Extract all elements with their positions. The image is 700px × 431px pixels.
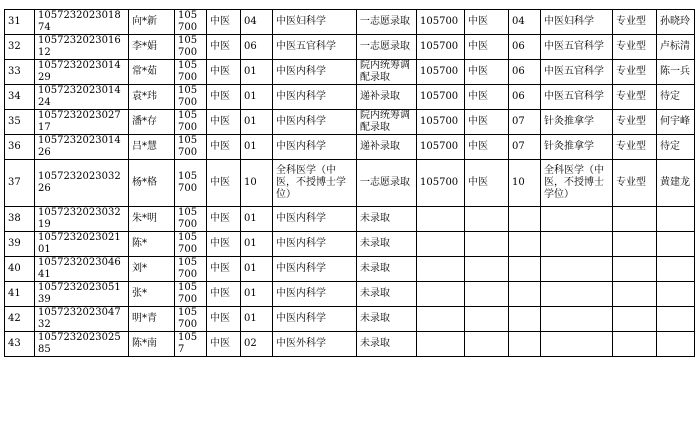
applied-department-cell: 中医 <box>207 85 241 110</box>
admitted-unit-code-cell: 105700 <box>417 110 465 135</box>
admitted-major-cell: 中医五官科学 <box>541 60 613 85</box>
admission-status-cell: 一志愿录取 <box>357 10 417 35</box>
admitted-department-cell <box>465 282 509 307</box>
tutor-cell: 待定 <box>657 85 695 110</box>
table-row <box>5 232 695 257</box>
applied-direction-code-cell: 02 <box>241 332 273 357</box>
applied-department-cell: 中医 <box>207 282 241 307</box>
admission-status-cell: 一志愿录取 <box>357 35 417 60</box>
admitted-unit-code-cell <box>417 307 465 332</box>
admitted-direction-code-cell <box>509 232 541 257</box>
row-number-cell: 35 <box>5 110 35 135</box>
degree-type-cell <box>613 232 657 257</box>
table-row <box>5 207 695 232</box>
applied-major-cell: 中医妇科学 <box>273 10 357 35</box>
candidate-name-cell: 常*茹 <box>129 60 175 85</box>
admitted-major-cell: 全科医学（中医，不授博士学位） <box>541 160 613 207</box>
applied-major-cell: 中医外科学 <box>273 332 357 357</box>
applied-department-cell: 中医 <box>207 160 241 207</box>
row-number-cell: 36 <box>5 135 35 160</box>
candidate-name-cell: 李*娟 <box>129 35 175 60</box>
admitted-department-cell <box>465 307 509 332</box>
table-row <box>5 135 695 160</box>
exam-id-cell: 105723202301426 <box>35 135 129 160</box>
applied-unit-code-cell: 105700 <box>175 60 207 85</box>
tutor-cell <box>657 282 695 307</box>
admitted-department-cell: 中医 <box>465 160 509 207</box>
applied-department-cell: 中医 <box>207 10 241 35</box>
applied-department-cell: 中医 <box>207 135 241 160</box>
applied-department-cell: 中医 <box>207 207 241 232</box>
applied-major-cell: 中医内科学 <box>273 232 357 257</box>
table-body <box>5 10 695 357</box>
exam-id-cell: 105723202303226 <box>35 160 129 207</box>
tutor-cell: 黄建龙 <box>657 160 695 207</box>
applied-direction-code-cell: 01 <box>241 135 273 160</box>
admitted-department-cell <box>465 257 509 282</box>
admitted-major-cell <box>541 307 613 332</box>
exam-id-cell: 105723202301874 <box>35 10 129 35</box>
admission-status-cell: 未录取 <box>357 232 417 257</box>
candidate-name-cell: 张* <box>129 282 175 307</box>
tutor-cell <box>657 207 695 232</box>
applied-direction-code-cell: 01 <box>241 257 273 282</box>
degree-type-cell: 专业型 <box>613 60 657 85</box>
applied-unit-code-cell: 105700 <box>175 282 207 307</box>
admitted-department-cell: 中医 <box>465 85 509 110</box>
applied-major-cell: 中医内科学 <box>273 85 357 110</box>
row-number-cell: 34 <box>5 85 35 110</box>
applied-major-cell: 中医内科学 <box>273 135 357 160</box>
admitted-unit-code-cell <box>417 332 465 357</box>
applied-major-cell: 中医内科学 <box>273 307 357 332</box>
tutor-cell <box>657 232 695 257</box>
admitted-direction-code-cell <box>509 257 541 282</box>
admitted-unit-code-cell: 105700 <box>417 135 465 160</box>
applied-direction-code-cell: 01 <box>241 60 273 85</box>
admitted-major-cell: 中医五官科学 <box>541 35 613 60</box>
applied-direction-code-cell: 01 <box>241 207 273 232</box>
degree-type-cell <box>613 207 657 232</box>
applied-direction-code-cell: 01 <box>241 110 273 135</box>
applied-direction-code-cell: 01 <box>241 85 273 110</box>
admitted-major-cell: 针灸推拿学 <box>541 110 613 135</box>
exam-id-cell: 105723202302717 <box>35 110 129 135</box>
admitted-direction-code-cell <box>509 332 541 357</box>
applied-direction-code-cell: 01 <box>241 307 273 332</box>
table-row <box>5 160 695 207</box>
admitted-direction-code-cell: 10 <box>509 160 541 207</box>
tutor-cell: 待定 <box>657 135 695 160</box>
admission-table <box>4 9 695 357</box>
admission-table-sheet <box>4 9 695 357</box>
table-row <box>5 60 695 85</box>
candidate-name-cell: 刘* <box>129 257 175 282</box>
admitted-major-cell <box>541 332 613 357</box>
row-number-cell: 39 <box>5 232 35 257</box>
tutor-cell <box>657 257 695 282</box>
table-row <box>5 110 695 135</box>
admitted-direction-code-cell <box>509 207 541 232</box>
tutor-cell: 何宇峰 <box>657 110 695 135</box>
exam-id-cell: 105723202305139 <box>35 282 129 307</box>
admitted-unit-code-cell <box>417 207 465 232</box>
tutor-cell: 卢标清 <box>657 35 695 60</box>
degree-type-cell: 专业型 <box>613 85 657 110</box>
applied-department-cell: 中医 <box>207 60 241 85</box>
degree-type-cell: 专业型 <box>613 110 657 135</box>
admitted-direction-code-cell: 06 <box>509 60 541 85</box>
admitted-direction-code-cell <box>509 307 541 332</box>
admitted-major-cell <box>541 257 613 282</box>
admitted-unit-code-cell <box>417 282 465 307</box>
applied-unit-code-cell: 105700 <box>175 257 207 282</box>
admitted-unit-code-cell <box>417 257 465 282</box>
table-row <box>5 282 695 307</box>
admitted-major-cell: 针灸推拿学 <box>541 135 613 160</box>
applied-unit-code-cell: 105700 <box>175 160 207 207</box>
candidate-name-cell: 陈*南 <box>129 332 175 357</box>
row-number-cell: 38 <box>5 207 35 232</box>
admitted-unit-code-cell: 105700 <box>417 85 465 110</box>
table-row <box>5 307 695 332</box>
admitted-department-cell <box>465 232 509 257</box>
table-row <box>5 332 695 357</box>
applied-direction-code-cell: 01 <box>241 282 273 307</box>
degree-type-cell <box>613 282 657 307</box>
applied-unit-code-cell: 105700 <box>175 232 207 257</box>
degree-type-cell: 专业型 <box>613 10 657 35</box>
applied-department-cell: 中医 <box>207 232 241 257</box>
applied-direction-code-cell: 06 <box>241 35 273 60</box>
admitted-major-cell: 中医五官科学 <box>541 85 613 110</box>
applied-unit-code-cell: 105700 <box>175 110 207 135</box>
applied-department-cell: 中医 <box>207 332 241 357</box>
admission-status-cell: 一志愿录取 <box>357 160 417 207</box>
admission-status-cell: 未录取 <box>357 207 417 232</box>
row-number-cell: 37 <box>5 160 35 207</box>
admitted-major-cell <box>541 207 613 232</box>
admitted-department-cell <box>465 207 509 232</box>
row-number-cell: 33 <box>5 60 35 85</box>
admitted-direction-code-cell: 07 <box>509 135 541 160</box>
exam-id-cell: 105723202304732 <box>35 307 129 332</box>
applied-direction-code-cell: 01 <box>241 232 273 257</box>
tutor-cell <box>657 307 695 332</box>
candidate-name-cell: 陈* <box>129 232 175 257</box>
tutor-cell <box>657 332 695 357</box>
row-number-cell: 43 <box>5 332 35 357</box>
degree-type-cell <box>613 307 657 332</box>
candidate-name-cell: 向*新 <box>129 10 175 35</box>
admitted-unit-code-cell: 105700 <box>417 10 465 35</box>
tutor-cell: 孙晓玲 <box>657 10 695 35</box>
row-number-cell: 40 <box>5 257 35 282</box>
admitted-major-cell: 中医妇科学 <box>541 10 613 35</box>
exam-id-cell: 105723202304641 <box>35 257 129 282</box>
admitted-direction-code-cell: 07 <box>509 110 541 135</box>
applied-unit-code-cell: 105700 <box>175 307 207 332</box>
admitted-department-cell: 中医 <box>465 135 509 160</box>
candidate-name-cell: 袁*玮 <box>129 85 175 110</box>
row-number-cell: 41 <box>5 282 35 307</box>
admission-status-cell: 递补录取 <box>357 135 417 160</box>
table-row <box>5 85 695 110</box>
candidate-name-cell: 潘*存 <box>129 110 175 135</box>
exam-id-cell: 105723202301424 <box>35 85 129 110</box>
admitted-unit-code-cell <box>417 232 465 257</box>
exam-id-cell: 105723202302585 <box>35 332 129 357</box>
admitted-major-cell <box>541 232 613 257</box>
admitted-department-cell: 中医 <box>465 10 509 35</box>
candidate-name-cell: 明*青 <box>129 307 175 332</box>
applied-major-cell: 中医内科学 <box>273 110 357 135</box>
applied-unit-code-cell: 105700 <box>175 207 207 232</box>
table-row <box>5 10 695 35</box>
applied-major-cell: 中医内科学 <box>273 257 357 282</box>
admitted-unit-code-cell: 105700 <box>417 35 465 60</box>
applied-unit-code-cell: 105700 <box>175 85 207 110</box>
admission-status-cell: 未录取 <box>357 332 417 357</box>
applied-unit-code-cell: 1057 <box>175 332 207 357</box>
admission-status-cell: 递补录取 <box>357 85 417 110</box>
exam-id-cell: 105723202303219 <box>35 207 129 232</box>
applied-direction-code-cell: 04 <box>241 10 273 35</box>
exam-id-cell: 105723202302101 <box>35 232 129 257</box>
table-row <box>5 257 695 282</box>
row-number-cell: 32 <box>5 35 35 60</box>
admitted-major-cell <box>541 282 613 307</box>
degree-type-cell: 专业型 <box>613 160 657 207</box>
applied-major-cell: 中医内科学 <box>273 282 357 307</box>
applied-major-cell: 中医五官科学 <box>273 35 357 60</box>
admitted-department-cell: 中医 <box>465 60 509 85</box>
admission-status-cell: 院内统筹调配录取 <box>357 110 417 135</box>
admitted-unit-code-cell: 105700 <box>417 160 465 207</box>
exam-id-cell: 105723202301612 <box>35 35 129 60</box>
degree-type-cell: 专业型 <box>613 135 657 160</box>
admitted-direction-code-cell <box>509 282 541 307</box>
row-number-cell: 42 <box>5 307 35 332</box>
applied-department-cell: 中医 <box>207 257 241 282</box>
admitted-unit-code-cell: 105700 <box>417 60 465 85</box>
admission-status-cell: 未录取 <box>357 307 417 332</box>
admitted-direction-code-cell: 06 <box>509 85 541 110</box>
applied-department-cell: 中医 <box>207 307 241 332</box>
degree-type-cell <box>613 332 657 357</box>
degree-type-cell: 专业型 <box>613 35 657 60</box>
table-row <box>5 35 695 60</box>
admitted-direction-code-cell: 04 <box>509 10 541 35</box>
admission-status-cell: 未录取 <box>357 282 417 307</box>
admitted-department-cell: 中医 <box>465 110 509 135</box>
applied-department-cell: 中医 <box>207 35 241 60</box>
admitted-direction-code-cell: 06 <box>509 35 541 60</box>
applied-unit-code-cell: 105700 <box>175 135 207 160</box>
applied-major-cell: 全科医学（中医，不授博士学位） <box>273 160 357 207</box>
admitted-department-cell <box>465 332 509 357</box>
admission-status-cell: 院内统筹调配录取 <box>357 60 417 85</box>
applied-major-cell: 中医内科学 <box>273 207 357 232</box>
tutor-cell: 陈一兵 <box>657 60 695 85</box>
candidate-name-cell: 杨*格 <box>129 160 175 207</box>
applied-department-cell: 中医 <box>207 110 241 135</box>
exam-id-cell: 105723202301429 <box>35 60 129 85</box>
applied-major-cell: 中医内科学 <box>273 60 357 85</box>
candidate-name-cell: 吕*慧 <box>129 135 175 160</box>
applied-unit-code-cell: 105700 <box>175 35 207 60</box>
row-number-cell: 31 <box>5 10 35 35</box>
admission-status-cell: 未录取 <box>357 257 417 282</box>
degree-type-cell <box>613 257 657 282</box>
admitted-department-cell: 中医 <box>465 35 509 60</box>
applied-unit-code-cell: 105700 <box>175 10 207 35</box>
applied-direction-code-cell: 10 <box>241 160 273 207</box>
candidate-name-cell: 朱*明 <box>129 207 175 232</box>
